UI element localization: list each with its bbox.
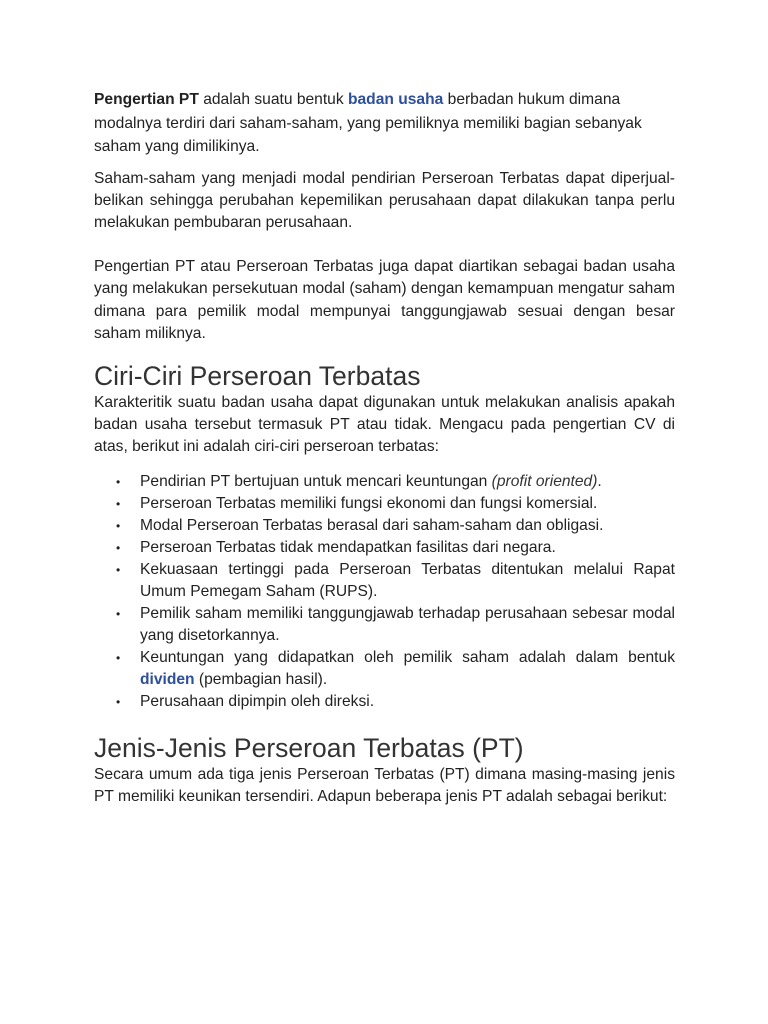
paragraph-pengertian: Pengertian PT atau Perseroan Terbatas juga dapat diartikan sebagai badan usaha yang melakukan persekutuan modal (saham) dengan kemampuan mengatur saham dimana para pemilik modal mempunyai tanggungjawab sesuai dengan besar saham miliknya. xyxy=(94,258,675,342)
paragraph-jenis-intro: Secara umum ada tiga jenis Perseroan Terbatas (PT) dimana masing-masing jenis PT memiliki keunikan tersendiri. Adapun beberapa jenis PT adalah sebagai berikut: xyxy=(94,765,675,805)
bullet-icon: • xyxy=(116,562,121,577)
link-badan-usaha[interactable]: badan usaha xyxy=(347,91,444,108)
list-item: • Perseroan Terbatas memiliki fungsi ekonomi dan fungsi komersial. xyxy=(94,493,675,515)
bullet-icon: • xyxy=(116,540,121,555)
heading-jenis-jenis: Jenis-Jenis Perseroan Terbatas (PT) xyxy=(94,732,524,763)
link-dividen[interactable]: dividen xyxy=(140,670,195,688)
list-item: • Pendirian PT bertujuan untuk mencari keuntungan (profit oriented). xyxy=(94,471,675,493)
paragraph-definition xyxy=(94,88,675,159)
bullet-icon: • xyxy=(116,650,121,665)
document-page xyxy=(94,88,675,808)
list-item: • Keuntungan yang didapatkan oleh pemilik saham adalah dalam bentuk dividen (pembagian hasil). xyxy=(116,648,675,688)
paragraph-karakteristik: Karakteritik suatu badan usaha dapat digunakan untuk melakukan analisis apakah badan usaha tersebut termasuk PT atau tidak. Mengacu pada pengertian CV di atas, berikut ini adalah ciri-ciri perseroan terbatas: xyxy=(94,393,675,456)
bullet-icon: • xyxy=(116,606,121,621)
bullet-icon: • xyxy=(116,694,121,709)
bullet-icon: • xyxy=(116,474,121,489)
list-item: • Modal Perseroan Terbatas berasal dari saham-saham dan obligasi. xyxy=(94,515,675,537)
list-ciri-ciri xyxy=(94,471,675,713)
italic-text: (profit oriented) xyxy=(491,472,598,490)
paragraph-text: adalah suatu bentuk xyxy=(198,91,348,108)
heading-ciri-ciri: Ciri-Ciri Perseroan Terbatas xyxy=(94,360,421,391)
paragraph-text: berbadan hukum dimana modalnya terdiri dari saham-saham, yang pemiliknya memiliki bagian sebanyak saham yang dimilikinya. xyxy=(94,91,642,155)
list-item: • Pemilik saham memiliki tanggungjawab terhadap perusahaan sebesar modal yang disetorkannya. xyxy=(116,604,675,644)
paragraph-saham: Saham-saham yang menjadi modal pendirian Perseroan Terbatas dapat diperjual-belikan sehingga perubahan kepemilikan perusahaan dapat dilakukan tanpa perlu melakukan pembubaran perusahaan. xyxy=(94,169,675,231)
list-item: • Perseroan Terbatas tidak mendapatkan fasilitas dari negara. xyxy=(94,537,675,559)
list-item: • Kekuasaan tertinggi pada Perseroan Terbatas ditentukan melalui Rapat Umum Pemegam Saham (RUPS). xyxy=(116,560,675,600)
list-item: • Perusahaan dipimpin oleh direksi. xyxy=(94,691,675,713)
bullet-icon: • xyxy=(116,496,121,511)
term-bold: Pengertian PT xyxy=(94,91,199,108)
bullet-icon: • xyxy=(116,518,121,533)
